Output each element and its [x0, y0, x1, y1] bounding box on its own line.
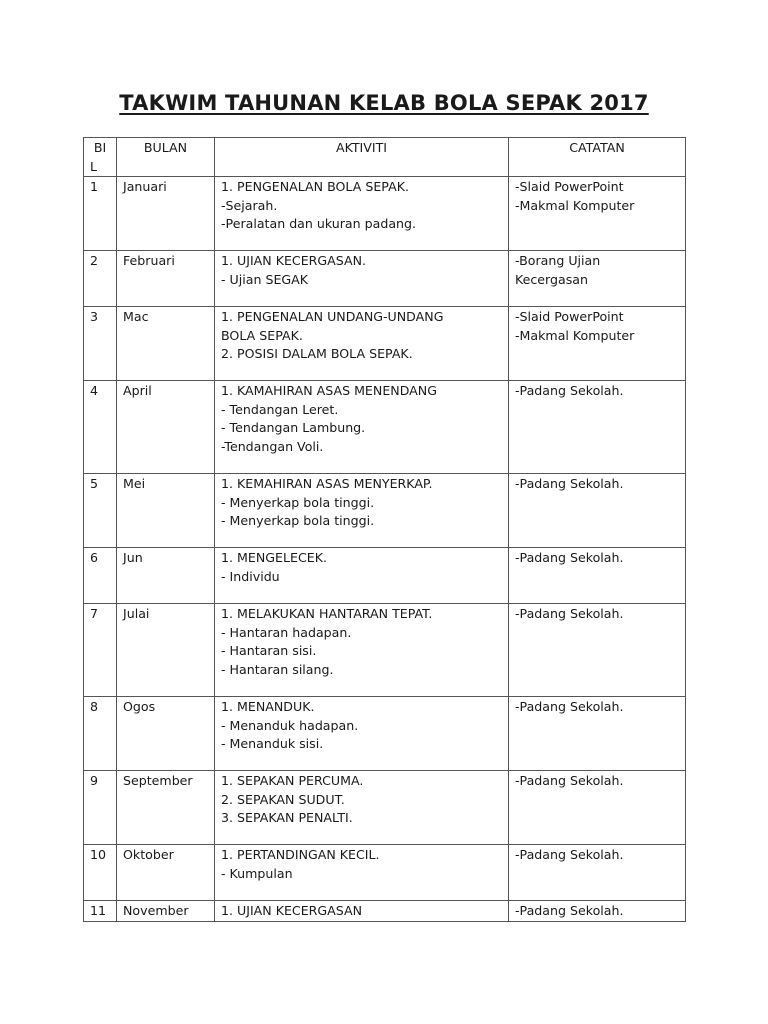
aktiviti-line: 1. KEMAHIRAN ASAS MENYERKAP.: [221, 476, 433, 492]
table-row: [84, 604, 686, 697]
table-row: [84, 548, 686, 604]
header-catatan: CATATAN: [509, 138, 686, 177]
aktiviti-line: 1. MENANDUK.: [221, 699, 315, 715]
aktiviti-line: 2. SEPAKAN SUDUT.: [221, 791, 345, 807]
cell-bil: 9: [84, 771, 117, 845]
cell-aktiviti: [215, 697, 509, 771]
cell-aktiviti: [215, 381, 509, 474]
catatan-line: -Borang Ujian: [515, 253, 601, 269]
cell-aktiviti: [215, 251, 509, 307]
table-row: [84, 901, 686, 922]
aktiviti-line: BOLA SEPAK.: [221, 327, 303, 343]
cell-bulan: Oktober: [117, 845, 215, 901]
aktiviti-line: - Hantaran sisi.: [221, 643, 317, 659]
aktiviti-line: 1. UJIAN KECERGASAN: [221, 903, 363, 919]
table-row: [84, 771, 686, 845]
catatan-line: -Slaid PowerPoint: [515, 179, 624, 195]
catatan-line: -Padang Sekolah.: [515, 476, 624, 492]
aktiviti-line: - Menyerkap bola tinggi.: [221, 494, 375, 510]
cell-catatan: [509, 548, 686, 604]
catatan-line: -Padang Sekolah.: [515, 773, 624, 789]
aktiviti-line: -Peralatan dan ukuran padang.: [221, 216, 417, 232]
aktiviti-line: 1. UJIAN KECERGASAN.: [221, 253, 367, 269]
cell-bulan: Ogos: [117, 697, 215, 771]
cell-bil: 11: [84, 901, 117, 922]
aktiviti-line: 1. PERTANDINGAN KECIL.: [221, 847, 380, 863]
cell-catatan: [509, 771, 686, 845]
aktiviti-line: - Tendangan Lambung.: [221, 420, 366, 436]
catatan-line: -Padang Sekolah.: [515, 550, 624, 566]
catatan-line: -Padang Sekolah.: [515, 903, 624, 919]
aktiviti-line: - Ujian SEGAK: [221, 271, 309, 287]
cell-bil: 3: [84, 307, 117, 381]
cell-bil: 7: [84, 604, 117, 697]
header-bulan: BULAN: [117, 138, 215, 177]
aktiviti-line: 1. SEPAKAN PERCUMA.: [221, 773, 364, 789]
table-header-row: [84, 138, 686, 177]
aktiviti-line: 1. MELAKUKAN HANTARAN TEPAT.: [221, 606, 433, 622]
cell-catatan: [509, 177, 686, 251]
header-aktiviti: AKTIVITI: [215, 138, 509, 177]
table-row: [84, 251, 686, 307]
cell-catatan: [509, 251, 686, 307]
aktiviti-line: 1. PENGENALAN BOLA SEPAK.: [221, 179, 409, 195]
aktiviti-line: - Individu: [221, 568, 280, 584]
cell-aktiviti: [215, 901, 509, 922]
cell-catatan: [509, 901, 686, 922]
catatan-line: -Padang Sekolah.: [515, 383, 624, 399]
cell-catatan: [509, 307, 686, 381]
header-bil: [84, 138, 117, 177]
cell-aktiviti: [215, 845, 509, 901]
table-row: [84, 697, 686, 771]
cell-aktiviti: [215, 771, 509, 845]
cell-bulan: April: [117, 381, 215, 474]
cell-aktiviti: [215, 177, 509, 251]
cell-bulan: Januari: [117, 177, 215, 251]
catatan-line: -Padang Sekolah.: [515, 847, 624, 863]
cell-catatan: [509, 604, 686, 697]
table-row: [84, 307, 686, 381]
aktiviti-line: -Sejarah.: [221, 197, 278, 213]
cell-catatan: [509, 381, 686, 474]
aktiviti-line: 3. SEPAKAN PENALTI.: [221, 810, 353, 826]
document-title: TAKWIM TAHUNAN KELAB BOLA SEPAK 2017: [119, 91, 649, 115]
aktiviti-line: 2. POSISI DALAM BOLA SEPAK.: [221, 346, 413, 362]
cell-bulan: Jun: [117, 548, 215, 604]
table-body: [84, 177, 686, 922]
cell-aktiviti: [215, 474, 509, 548]
cell-bulan: September: [117, 771, 215, 845]
aktiviti-line: -Tendangan Voli.: [221, 438, 324, 454]
catatan-line: -Padang Sekolah.: [515, 699, 624, 715]
aktiviti-line: - Hantaran silang.: [221, 661, 334, 677]
cell-catatan: [509, 474, 686, 548]
cell-bil: 4: [84, 381, 117, 474]
aktiviti-line: 1. KAMAHIRAN ASAS MENENDANG: [221, 383, 437, 399]
cell-bulan: November: [117, 901, 215, 922]
aktiviti-line: - Kumpulan: [221, 865, 293, 881]
cell-bulan: Julai: [117, 604, 215, 697]
cell-aktiviti: [215, 548, 509, 604]
cell-bulan: Mei: [117, 474, 215, 548]
aktiviti-line: - Menanduk sisi.: [221, 736, 324, 752]
cell-bil: 10: [84, 845, 117, 901]
cell-bulan: Mac: [117, 307, 215, 381]
aktiviti-line: - Hantaran hadapan.: [221, 624, 352, 640]
header-bil-line: L: [90, 158, 98, 174]
cell-bulan: Februari: [117, 251, 215, 307]
catatan-line: -Slaid PowerPoint: [515, 309, 624, 325]
cell-bil: 6: [84, 548, 117, 604]
cell-bil: 5: [84, 474, 117, 548]
table-row: [84, 177, 686, 251]
catatan-line: Kecergasan: [515, 271, 588, 287]
aktiviti-line: 1. MENGELECEK.: [221, 550, 327, 566]
cell-catatan: [509, 845, 686, 901]
cell-catatan: [509, 697, 686, 771]
cell-bil: 1: [84, 177, 117, 251]
catatan-line: -Padang Sekolah.: [515, 606, 624, 622]
aktiviti-line: 1. PENGENALAN UNDANG-UNDANG: [221, 309, 444, 325]
aktiviti-line: - Tendangan Leret.: [221, 401, 339, 417]
cell-aktiviti: [215, 604, 509, 697]
table-row: [84, 381, 686, 474]
table-row: [84, 845, 686, 901]
aktiviti-line: - Menyerkap bola tinggi.: [221, 513, 375, 529]
cell-bil: 2: [84, 251, 117, 307]
cell-bil: 8: [84, 697, 117, 771]
calendar-table: [83, 137, 686, 922]
aktiviti-line: - Menanduk hadapan.: [221, 717, 359, 733]
catatan-line: -Makmal Komputer: [515, 197, 635, 213]
header-bil-line: BI: [93, 140, 107, 155]
table-row: [84, 474, 686, 548]
cell-aktiviti: [215, 307, 509, 381]
catatan-line: -Makmal Komputer: [515, 327, 635, 343]
